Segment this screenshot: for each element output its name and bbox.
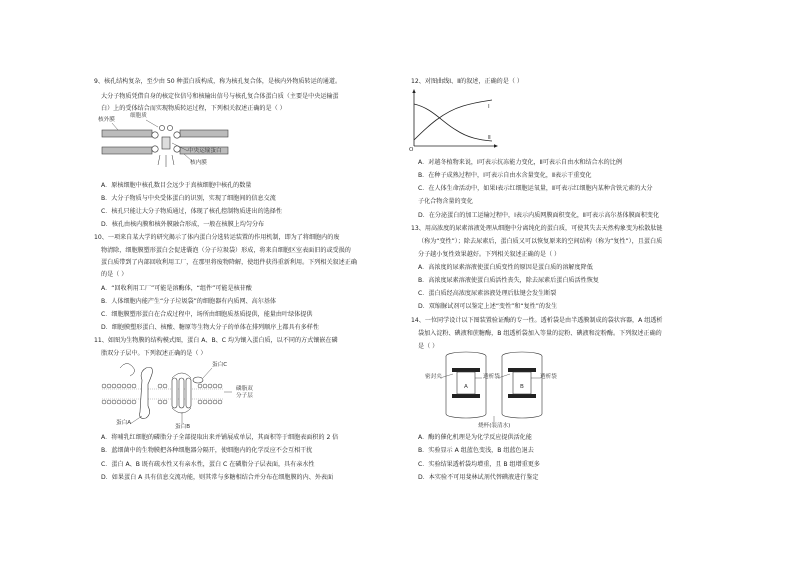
curve-i-label: Ⅰ bbox=[488, 104, 490, 110]
protein-b-label: 蛋白B bbox=[175, 424, 191, 430]
q10-option-a: A．“回收利用工厂”可能是溶酶体，“组件”可能是核苷酸 bbox=[101, 285, 252, 292]
q11-option-d: D．如果蛋白 A 具有信息交流功能，则其常与多糖相结合并分布在细胞膜的内、外表面 bbox=[101, 474, 334, 481]
q12-option-c-line-1: C．在人体生命活动中，如果Ⅰ表示红细胞运氧量，Ⅱ可表示红细胞内某种含铁元素的大分 bbox=[418, 185, 653, 192]
q10-stem-line-2: 物清除，细胞膜塑形蛋白会促进囊泡（分子垃圾袋）形成，将来自细胞区室表面旧的或受损的 bbox=[101, 247, 351, 254]
q10-stem-line-4: 的是（ ） bbox=[101, 271, 128, 278]
q12-option-a: A．对越冬植物来说，Ⅰ可表示抗冻能力变化，Ⅱ可表示自由水和结合水的比例 bbox=[418, 159, 622, 166]
q11-option-a: A．将哺乳红细胞的磷脂分子全部提取出来并铺展成单层，其面积等于细胞表面积的 2 倍 bbox=[101, 434, 339, 441]
bilayer-label-line-2: 分子层 bbox=[236, 393, 253, 399]
q14-stem-line-2: 袋加入淀粉、碘液和蔗糖酶，B 组透析袋加入等量的淀粉、碘液和淀粉酶。下列叙述正确的 bbox=[418, 330, 662, 337]
q10-option-b: B．人体细胞内能产生“分子垃圾袋”的细胞器有内质网、高尔基体 bbox=[101, 298, 277, 305]
q13-stem-line-2: （称为“变性”）；除去尿素后，蛋白质又可以恢复原来的空间结构（称为“复性”），且蛋白质 bbox=[418, 238, 663, 245]
central-transport-protein-label: 中央运输蛋白 bbox=[188, 148, 222, 154]
q14-stem-line-1: 14、一位同学设计以下图装置验证酶的专一性。透析袋是由半透膜制成的袋状容器，A 组透析 bbox=[411, 317, 663, 324]
q11-option-b: B．蓝细菌中的生物膜把各种细胞器分隔开，使细胞内的化学反应不会互相干扰 bbox=[101, 447, 313, 454]
q10-stem-line-1: 10、一项来自某大学的研究揭示了体内蛋白分选转运装置的作用机制，即为了将细胞内的废 bbox=[94, 234, 340, 241]
q13-option-b: B．高浓度尿素溶液使蛋白质活性丧失，除去尿素后蛋白质活性恢复 bbox=[418, 277, 599, 284]
q13-option-c: C．蛋白质经高浓度尿素溶液处理后肽键会发生断裂 bbox=[418, 290, 557, 297]
q14-option-c: C．实验结果透析袋均增重，且 B 组增重更多 bbox=[418, 461, 540, 468]
bilayer-label-line-1: 磷脂双 bbox=[236, 386, 253, 392]
q9-stem-line-3: 白）上的受体结合而实现物质转运过程，下列相关叙述正确的是（ ） bbox=[101, 105, 286, 112]
q9-stem-line-2: 大分子物质凭借自身的核定位信号和核输出信号与核孔复合体蛋白质（主要是中央运输蛋 bbox=[101, 93, 339, 100]
q12-option-b: B．在种子成熟过程中，Ⅰ可表示自由水含量变化，Ⅱ表示干重变化 bbox=[418, 172, 592, 179]
clamp-label-a: 密封夹 bbox=[425, 374, 442, 380]
q12-stem: 12、对图曲线Ⅰ、Ⅱ的叙述，正确的是（ ） bbox=[411, 78, 523, 85]
beaker-label: 烧杯(装清水) bbox=[478, 423, 511, 429]
q13-option-a: A．高浓度的尿素溶液使蛋白质变性的原因是蛋白质的溶解度降低 bbox=[418, 264, 593, 271]
curve-ii-label: Ⅱ bbox=[488, 135, 491, 141]
q14-option-a: A．酶的催化机理是为化学反应提供活化能 bbox=[418, 434, 532, 441]
q13-stem-line-1: 13、用高浓度的尿素溶液处理从细胞中分离纯化的蛋白质，可使其失去天然构象变为松散肽链 bbox=[411, 225, 663, 232]
q11-option-c: C．蛋白 A、B 既有疏水性又有亲水性，蛋白 C 在磷脂分子层表面，具有亲水性 bbox=[101, 461, 315, 468]
q11-stem-line-2: 脂双分子层中。下列叙述正确的是（ ） bbox=[101, 350, 207, 357]
protein-c-label: 蛋白C bbox=[212, 362, 228, 368]
inner-membrane-label: 核内膜 bbox=[190, 160, 207, 166]
q9-option-d: D．核孔由核内膜和核外膜融合形成，一般在核膜上均匀分布 bbox=[101, 221, 265, 228]
q14-option-d: D．本实验不可用斐林试剂代替碘液进行鉴定 bbox=[418, 474, 539, 481]
q9-option-a: A．原核细胞中核孔数目会远少于真核细胞中核孔的数量 bbox=[101, 182, 252, 189]
outer-membrane-label: 核外膜 bbox=[98, 117, 115, 123]
q12-option-c-line-2: 子化合物含量的变化 bbox=[418, 198, 473, 205]
q11-stem-line-1: 11、如图为生物膜的结构模式图，蛋白 A、B、C 均为镶入蛋白质，以不同的方式镶嵌在磷 bbox=[94, 337, 338, 344]
dialysis-bag-label-b: 透析袋 bbox=[540, 374, 557, 380]
q13-option-d: D．双缩脲试剂可以鉴定上述“变性”和“复性”的发生 bbox=[418, 303, 558, 310]
q9-option-c: C．核孔只能让大分子物质通过，体现了核孔控制物质进出的选择性 bbox=[101, 208, 282, 215]
origin-label: O bbox=[409, 147, 414, 153]
cytoplasm-label: 细胞质 bbox=[130, 113, 147, 119]
q13-stem-line-3: 分子越小复性效果越好。下列相关叙述正确的是（ ） bbox=[418, 251, 561, 258]
protein-a-label: 蛋白A bbox=[116, 420, 132, 426]
dialysis-bag-label-a: 透析袋 bbox=[483, 374, 500, 380]
q10-option-d: D．细胞膜塑形蛋白、核酸、糖原等生物大分子的单体在排列顺序上都具有多样性 bbox=[101, 324, 319, 331]
q10-stem-line-3: 蛋白质带到了内部回收利用工厂，在那里将废物降解，使组件获得重新利用。下列相关叙述正确 bbox=[101, 259, 357, 266]
q9-stem-line-1: 9、核孔结构复杂，至少由 50 种蛋白质构成，称为核孔复合体，是核内外物质转运的通道。 bbox=[94, 78, 342, 85]
q12-option-d: D．在分泌蛋白的加工运输过程中，Ⅰ表示内质网膜面积变化，Ⅱ可表示高尔基体膜面积变化 bbox=[418, 212, 660, 219]
bag-b-label: B bbox=[520, 384, 524, 390]
q14-stem-line-3: 是（ ） bbox=[418, 343, 439, 350]
bag-a-label: A bbox=[464, 384, 468, 390]
q9-option-b: B．大分子物质与中央受体蛋白的识别，实现了细胞间的信息交流 bbox=[101, 195, 276, 202]
q10-option-c: C．细胞膜塑形蛋白在合成过程中，场所由细胞质基质提供，能量由叶绿体提供 bbox=[101, 311, 313, 318]
q14-option-b: B．实验显示 A 组蓝色变浅，B 组蓝色退去 bbox=[418, 447, 534, 454]
